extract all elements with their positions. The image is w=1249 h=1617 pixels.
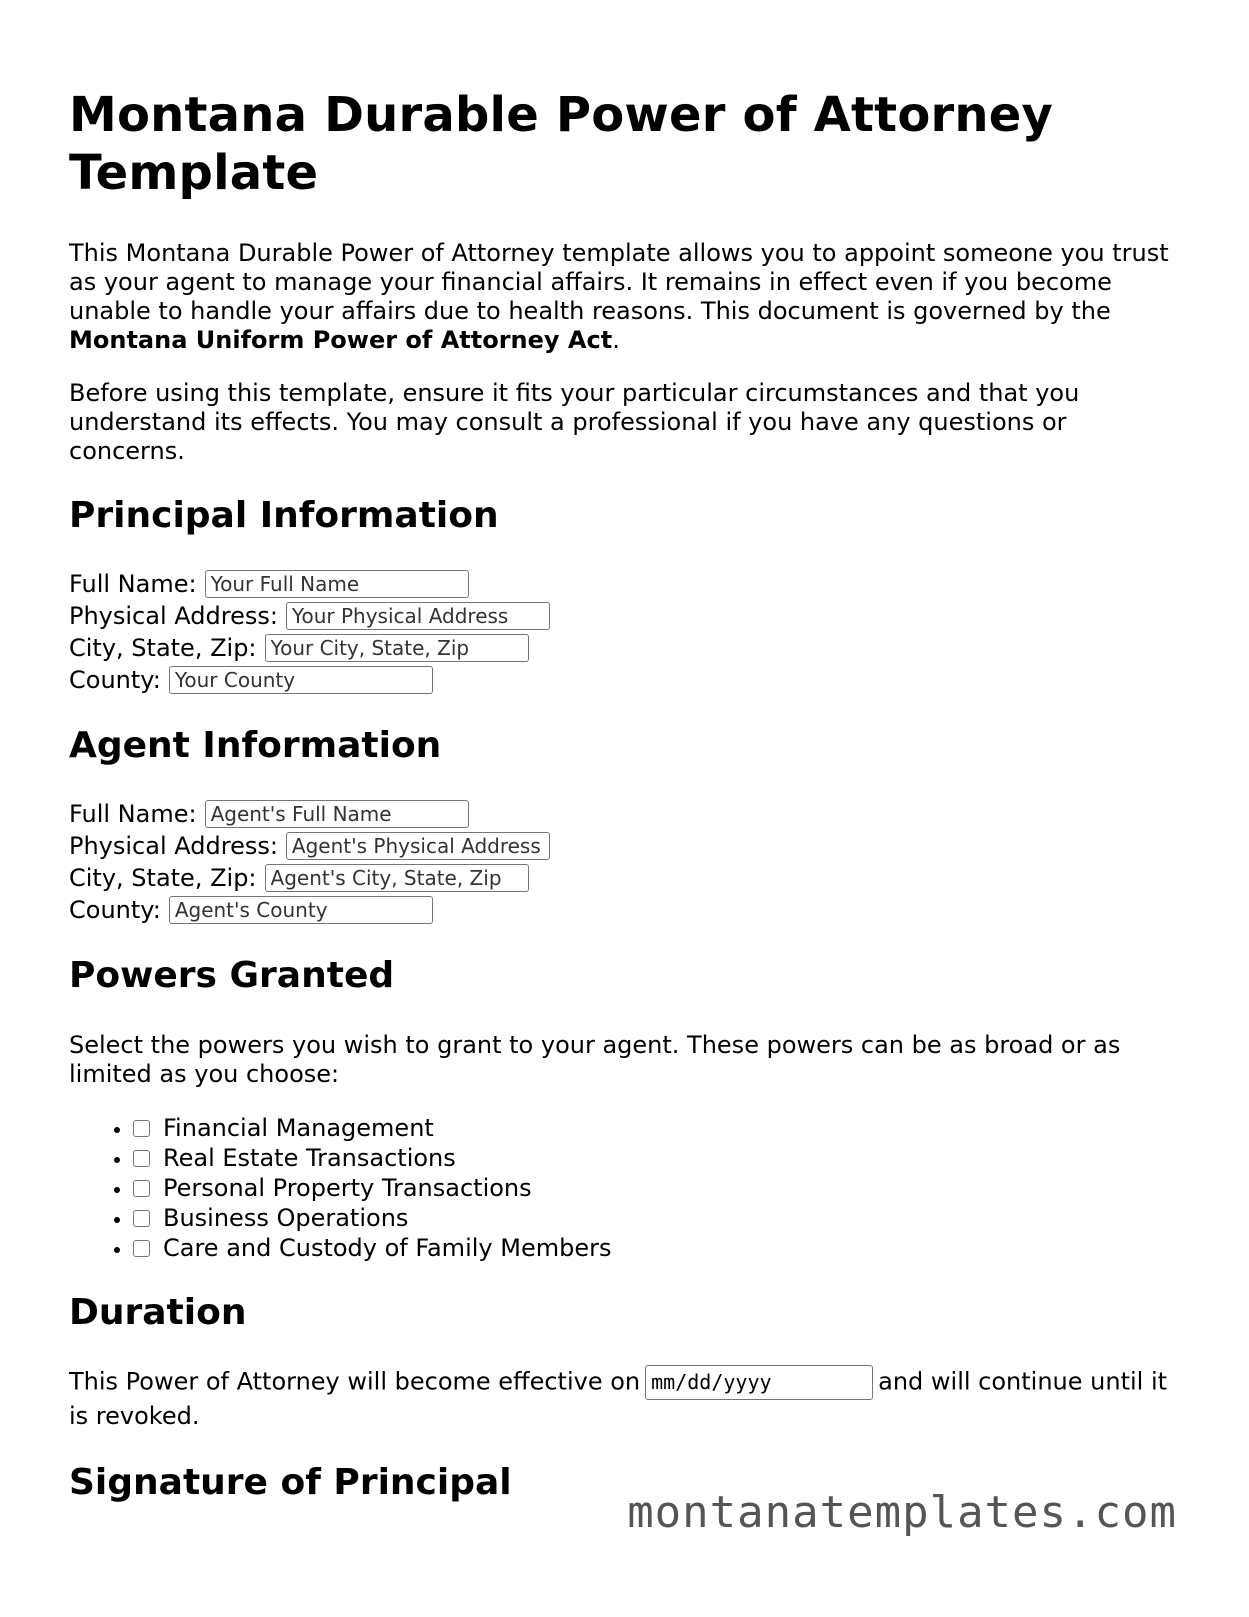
field-label: City, State, Zip:: [69, 634, 257, 662]
agent-heading: Agent Information: [69, 725, 442, 766]
financial-management-checkbox[interactable]: [133, 1120, 150, 1137]
duration-text-after: and will continue until it is revoked.: [69, 1367, 1168, 1430]
principal-address-row: [69, 600, 1179, 632]
power-label: Care and Custody of Family Members: [163, 1234, 612, 1262]
document-page: [69, 0, 1179, 1505]
agent-fields: [69, 798, 1179, 926]
agent-city-state-zip-row: [69, 862, 1179, 894]
power-label: Real Estate Transactions: [163, 1144, 456, 1172]
principal-city-state-zip-row: [69, 632, 1179, 664]
agent-city-state-zip-input[interactable]: [265, 864, 529, 892]
act-name: Montana Uniform Power of Attorney Act: [69, 326, 613, 354]
principal-address-input[interactable]: [286, 602, 550, 630]
field-label: Physical Address:: [69, 602, 278, 630]
watermark: montanatemplates.com: [627, 1487, 1177, 1538]
powers-intro: Select the powers you wish to grant to your agent. These powers can be as broad or as limited as you choose:: [69, 1031, 1121, 1088]
power-label: Personal Property Transactions: [163, 1174, 532, 1202]
agent-county-row: [69, 894, 1179, 926]
list-item: [133, 1233, 1179, 1263]
duration-heading: Duration: [69, 1292, 247, 1333]
intro-paragraph-2: Before using this template, ensure it fits your particular circumstances and that you understand its effects. You may consult a professional if you have any questions or concerns.: [69, 379, 1080, 465]
effective-date-input[interactable]: mm/dd/yyyy: [645, 1365, 873, 1400]
list-item: [133, 1173, 1179, 1203]
duration-text-before: This Power of Attorney will become effective on: [69, 1367, 641, 1396]
list-item: [133, 1143, 1179, 1173]
agent-address-input[interactable]: [286, 832, 550, 860]
family-care-checkbox[interactable]: [133, 1240, 150, 1257]
field-label: County:: [69, 896, 161, 924]
duration-text: [69, 1365, 1179, 1433]
real-estate-checkbox[interactable]: [133, 1150, 150, 1167]
business-operations-checkbox[interactable]: [133, 1210, 150, 1227]
power-label: Business Operations: [163, 1204, 409, 1232]
agent-full-name-input[interactable]: [205, 800, 469, 828]
agent-full-name-row: [69, 798, 1179, 830]
powers-heading: Powers Granted: [69, 955, 395, 996]
principal-heading: Principal Information: [69, 495, 499, 536]
power-label: Financial Management: [163, 1114, 434, 1142]
principal-county-row: [69, 664, 1179, 696]
principal-county-input[interactable]: [169, 666, 433, 694]
principal-city-state-zip-input[interactable]: [265, 634, 529, 662]
intro-text: This Montana Durable Power of Attorney template allows you to appoint someone you trust as your agent to manage your financial affairs. It remains in effect even if you become unable to handle your affairs due to health reasons. This document is governed by the: [69, 239, 1169, 325]
intro-period: .: [612, 326, 620, 354]
signature-heading: Signature of Principal: [69, 1462, 512, 1503]
intro-paragraph-1: [69, 239, 1179, 355]
list-item: [133, 1113, 1179, 1143]
principal-full-name-input[interactable]: [205, 570, 469, 598]
field-label: Full Name:: [69, 800, 197, 828]
field-label: City, State, Zip:: [69, 864, 257, 892]
field-label: Physical Address:: [69, 832, 278, 860]
list-item: [133, 1203, 1179, 1233]
field-label: Full Name:: [69, 570, 197, 598]
agent-address-row: [69, 830, 1179, 862]
personal-property-checkbox[interactable]: [133, 1180, 150, 1197]
principal-full-name-row: [69, 568, 1179, 600]
powers-list: [69, 1113, 1179, 1263]
agent-county-input[interactable]: [169, 896, 433, 924]
principal-fields: [69, 568, 1179, 696]
field-label: County:: [69, 666, 161, 694]
page-title: Montana Durable Power of Attorney Template: [69, 87, 1053, 201]
